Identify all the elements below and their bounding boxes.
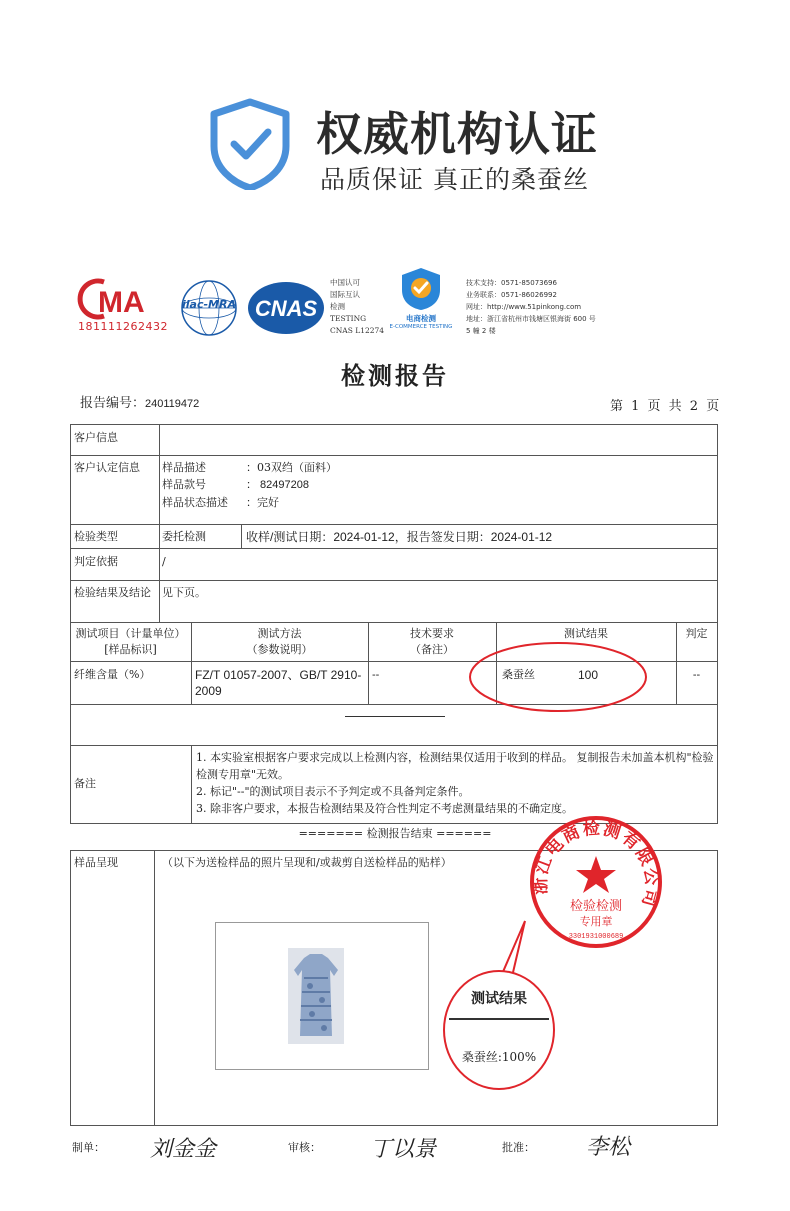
callout-title: 测试结果 (471, 991, 527, 1007)
cma-logo-text: MA (98, 286, 145, 319)
conclusion-label: 检验结果及结论 (74, 586, 151, 599)
sample-desc-label: 样品描述 (162, 461, 206, 474)
cma-number: 181111262432 (78, 320, 168, 333)
ecommerce-testing-en: E-COMMERCE TESTING (389, 324, 453, 330)
svg-text:浙江电商检测有限公司: 浙江电商检测有限公司 (530, 818, 662, 911)
basis-value: / (162, 555, 166, 568)
result-highlight-ellipse (466, 638, 650, 716)
callout-divider (449, 1018, 549, 1020)
header-title: 权威机构认证 (316, 107, 598, 161)
report-title: 检测报告 (341, 361, 449, 390)
col-result-header: 测试结果 (564, 627, 608, 640)
customer-info-label: 客户信息 (74, 431, 118, 444)
header-subtitle: 品质保证 真正的桑蚕丝 (320, 165, 589, 194)
cnas-description: 中国认可 国际互认 检测 TESTING CNAS L12274 (330, 278, 385, 335)
sample-no-label: 样品款号 (162, 478, 206, 491)
row-item: 纤维含量（%） (74, 668, 151, 681)
svg-text:3301931000689: 3301931000689 (568, 933, 624, 941)
contact-address: 地址：浙江省杭州市钱塘区银海街 600 号 (466, 315, 596, 323)
cnas-logo-text: CNAS (254, 296, 318, 321)
page-info: 第 1 页 共 2 页 (610, 399, 722, 414)
svg-text:专用章: 专用章 (579, 915, 613, 928)
svg-text:检验检测: 检验检测 (569, 899, 623, 914)
ecommerce-testing-cn: 电商检测 (406, 314, 436, 323)
official-seal-stamp (526, 812, 666, 952)
col-method-header: 测试方法 （参数说明） (246, 627, 313, 656)
contact-block (466, 277, 596, 337)
remark-label: 备注 (74, 777, 96, 790)
basis-label: 判定依据 (74, 555, 118, 568)
row-result-name: 桑蚕丝 (502, 668, 535, 681)
cma-logo-icon (74, 278, 166, 320)
cnas-logo-icon (246, 280, 326, 336)
sample-show-label: 样品呈现 (74, 856, 118, 869)
report-number: 报告编号：240119472 (80, 396, 200, 411)
report-end-note: ======= 检测报告结束 ====== (298, 827, 492, 840)
test-type-label: 检验类型 (74, 530, 118, 543)
reviewer-label: 审核： (288, 1141, 321, 1154)
remark-item: 3. 除非客户要求，本报告检测结果及符合性判定不考虑测量结果的不确定度。 (196, 802, 573, 815)
remark-item: 1. 本实验室根据客户要求完成以上检测内容，检测结果仅适用于收到的样品。 复制报告未加盖本机构"检验检测专用章"无效。 (196, 751, 714, 781)
sample-show-note: （以下为送检样品的照片呈现和/或裁剪自送检样品的贴样） (162, 856, 452, 869)
ilac-mra-text: ilac-MRA (182, 298, 236, 311)
customer-confirm-label: 客户认定信息 (74, 461, 140, 474)
remark-list (196, 749, 714, 817)
row-req: -- (372, 669, 380, 681)
shield-check-icon (208, 98, 292, 190)
row-judge: -- (692, 669, 701, 681)
sample-state-label: 样品状态描述 (162, 496, 228, 509)
col-req-header: 技术要求 （备注） (410, 627, 454, 656)
contact-tech: 技术支持：0571-85073696 (466, 279, 557, 287)
ecommerce-testing-shield-icon (398, 266, 444, 312)
remark-item: 2. 标记"--"的测试项目表示不予判定或不具备判定条件。 (196, 785, 470, 798)
sample-desc-value: ：03双绉（面料） (246, 461, 337, 474)
sample-no-value: ： 82497208 (246, 479, 309, 491)
row-result-value: 100 (578, 668, 599, 682)
approver-signature: 李松 (586, 1135, 631, 1160)
col-judge-header: 判定 (685, 627, 708, 640)
row-method: FZ/T 01057-2007、GB/T 2910-2009 (195, 668, 362, 698)
conclusion-value: 见下页。 (162, 586, 206, 599)
dates-value: 收样/测试日期：2024-01-12，报告签发日期：2024-01-12 (246, 530, 553, 544)
maker-signature: 刘金金 (150, 1137, 217, 1162)
contact-business: 业务联系：0571-86026992 (466, 291, 557, 299)
dress-sample-photo (288, 948, 344, 1044)
col-item-header: 测试项目（计量单位） [样品标识] (75, 627, 186, 656)
callout-value: 桑蚕丝:100% (461, 1050, 537, 1064)
contact-website: 网址：http://www.51pinkong.com (466, 303, 582, 311)
maker-label: 制单： (72, 1141, 105, 1154)
contact-address-2: 5 幢 2 楼 (466, 327, 496, 335)
sample-state-value: ：完好 (246, 496, 279, 509)
reviewer-signature: 丁以景 (370, 1137, 437, 1162)
test-type-value: 委托检测 (162, 530, 206, 543)
approver-label: 批准： (502, 1141, 535, 1154)
